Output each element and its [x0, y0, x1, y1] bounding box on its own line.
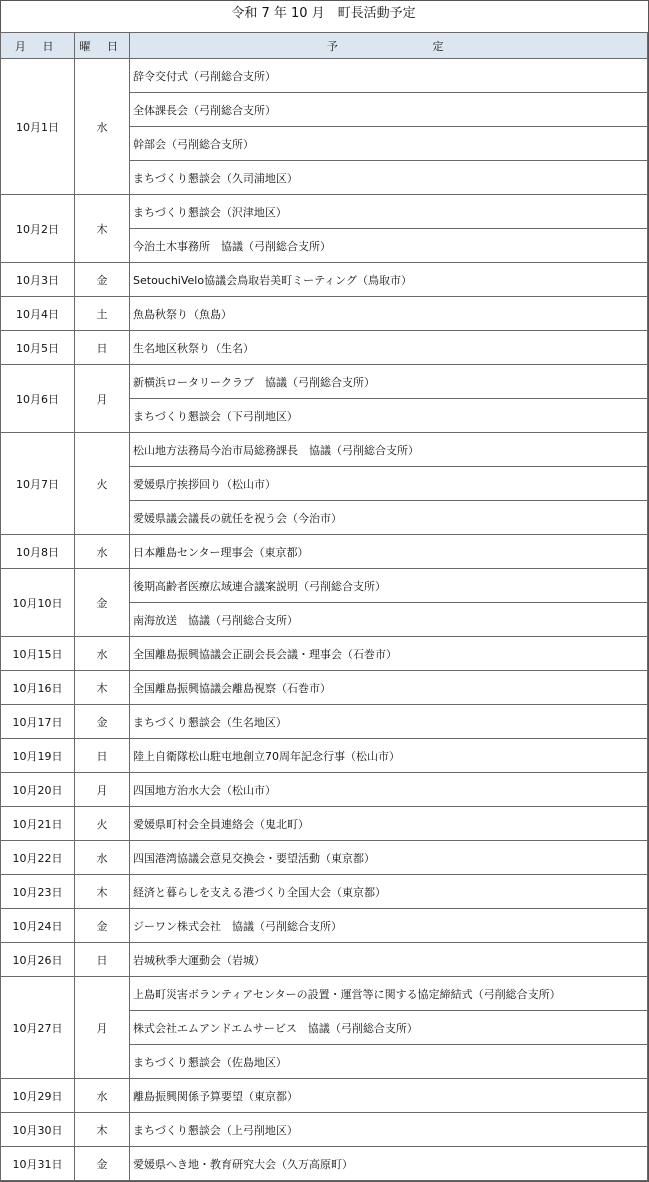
date-cell: 10月10日 — [1, 569, 75, 637]
table-row — [1, 535, 648, 569]
schedule-item: 魚島秋祭り（魚島） — [130, 297, 648, 331]
weekday-cell: 水 — [75, 59, 130, 195]
table-row — [1, 263, 648, 297]
weekday-cell: 日 — [75, 739, 130, 773]
weekday-cell: 木 — [75, 195, 130, 263]
weekday-cell: 日 — [75, 331, 130, 365]
schedule-item: ジーワン株式会社 協議（弓削総合支所） — [130, 909, 648, 943]
table-row — [1, 433, 648, 467]
schedule-item: まちづくり懇談会（下弓削地区） — [130, 399, 648, 433]
weekday-cell: 火 — [75, 433, 130, 535]
weekday-cell: 月 — [75, 977, 130, 1079]
schedule-table — [0, 32, 648, 1181]
schedule-item: 日本離島センター理事会（東京都） — [130, 535, 648, 569]
date-cell: 10月16日 — [1, 671, 75, 705]
date-cell: 10月27日 — [1, 977, 75, 1079]
schedule-item: 松山地方法務局今治市局総務課長 協議（弓削総合支所） — [130, 433, 648, 467]
schedule-item: 愛媛県庁挨拶回り（松山市） — [130, 467, 648, 501]
table-row — [1, 875, 648, 909]
schedule-item: 辞令交付式（弓削総合支所） — [130, 59, 648, 93]
schedule-item: 全国離島振興協議会正副会長会議・理事会（石巻市） — [130, 637, 648, 671]
date-cell: 10月15日 — [1, 637, 75, 671]
weekday-cell: 日 — [75, 943, 130, 977]
schedule-item: まちづくり懇談会（生名地区） — [130, 705, 648, 739]
schedule-item: 四国港湾協議会意見交換会・要望活動（東京都） — [130, 841, 648, 875]
weekday-cell: 水 — [75, 841, 130, 875]
schedule-item: 株式会社エムアンドエムサービス 協議（弓削総合支所） — [130, 1011, 648, 1045]
schedule-item: 全国離島振興協議会離島視察（石巻市） — [130, 671, 648, 705]
table-row — [1, 365, 648, 399]
table-row — [1, 59, 648, 93]
date-cell: 10月5日 — [1, 331, 75, 365]
date-cell: 10月19日 — [1, 739, 75, 773]
table-row — [1, 909, 648, 943]
schedule-item: まちづくり懇談会（上弓削地区） — [130, 1113, 648, 1147]
table-row — [1, 943, 648, 977]
table-row — [1, 807, 648, 841]
table-row — [1, 1113, 648, 1147]
date-cell: 10月4日 — [1, 297, 75, 331]
header-schedule: 予 定 — [130, 33, 648, 59]
schedule-item: 岩城秋季大運動会（岩城） — [130, 943, 648, 977]
header-date: 月 日 — [1, 33, 75, 59]
header-row — [1, 33, 648, 59]
date-cell: 10月24日 — [1, 909, 75, 943]
schedule-item: 南海放送 協議（弓削総合支所） — [130, 603, 648, 637]
schedule-item: 上島町災害ボランティアセンターの設置・運営等に関する協定締結式（弓削総合支所） — [130, 977, 648, 1011]
weekday-cell: 木 — [75, 671, 130, 705]
schedule-item: 新横浜ロータリークラブ 協議（弓削総合支所） — [130, 365, 648, 399]
table-row — [1, 195, 648, 229]
date-cell: 10月26日 — [1, 943, 75, 977]
table-row — [1, 671, 648, 705]
weekday-cell: 金 — [75, 909, 130, 943]
table-row — [1, 739, 648, 773]
date-cell: 10月31日 — [1, 1147, 75, 1181]
weekday-cell: 木 — [75, 875, 130, 909]
schedule-item: 愛媛県へき地・教育研究大会（久万高原町） — [130, 1147, 648, 1181]
schedule-body — [1, 59, 648, 1181]
schedule-item: まちづくり懇談会（佐島地区） — [130, 1045, 648, 1079]
date-cell: 10月2日 — [1, 195, 75, 263]
header-dow: 曜 日 — [75, 33, 130, 59]
schedule-item: 愛媛県町村会全員連絡会（鬼北町） — [130, 807, 648, 841]
schedule-item: 離島振興関係予算要望（東京都） — [130, 1079, 648, 1113]
table-row — [1, 297, 648, 331]
date-cell: 10月29日 — [1, 1079, 75, 1113]
table-row — [1, 1079, 648, 1113]
schedule-item: 全体課長会（弓削総合支所） — [130, 93, 648, 127]
table-row — [1, 977, 648, 1011]
date-cell: 10月20日 — [1, 773, 75, 807]
weekday-cell: 金 — [75, 569, 130, 637]
date-cell: 10月17日 — [1, 705, 75, 739]
date-cell: 10月1日 — [1, 59, 75, 195]
table-row — [1, 841, 648, 875]
weekday-cell: 水 — [75, 637, 130, 671]
date-cell: 10月23日 — [1, 875, 75, 909]
date-cell: 10月22日 — [1, 841, 75, 875]
page-title: 令和 7 年 10 月 町長活動予定 — [231, 6, 416, 21]
table-row — [1, 1147, 648, 1181]
weekday-cell: 水 — [75, 535, 130, 569]
weekday-cell: 月 — [75, 365, 130, 433]
table-row — [1, 569, 648, 603]
schedule-item: まちづくり懇談会（久司浦地区） — [130, 161, 648, 195]
schedule-item: 後期高齢者医療広域連合議案説明（弓削総合支所） — [130, 569, 648, 603]
weekday-cell: 火 — [75, 807, 130, 841]
date-cell: 10月7日 — [1, 433, 75, 535]
date-cell: 10月30日 — [1, 1113, 75, 1147]
weekday-cell: 水 — [75, 1079, 130, 1113]
schedule-item: 愛媛県議会議長の就任を祝う会（今治市） — [130, 501, 648, 535]
table-row — [1, 331, 648, 365]
table-row — [1, 773, 648, 807]
weekday-cell: 月 — [75, 773, 130, 807]
weekday-cell: 金 — [75, 263, 130, 297]
schedule-item: まちづくり懇談会（沢津地区） — [130, 195, 648, 229]
table-row — [1, 637, 648, 671]
weekday-cell: 金 — [75, 1147, 130, 1181]
date-cell: 10月8日 — [1, 535, 75, 569]
schedule-item: 陸上自衛隊松山駐屯地創立70周年記念行事（松山市） — [130, 739, 648, 773]
date-cell: 10月3日 — [1, 263, 75, 297]
weekday-cell: 金 — [75, 705, 130, 739]
date-cell: 10月21日 — [1, 807, 75, 841]
schedule-item: 四国地方治水大会（松山市） — [130, 773, 648, 807]
weekday-cell: 木 — [75, 1113, 130, 1147]
table-row — [1, 705, 648, 739]
schedule-item: 経済と暮らしを支える港づくり全国大会（東京都） — [130, 875, 648, 909]
date-cell: 10月6日 — [1, 365, 75, 433]
weekday-cell: 土 — [75, 297, 130, 331]
schedule-item: SetouchiVelo協議会鳥取岩美町ミーティング（鳥取市） — [130, 263, 648, 297]
schedule-item: 今治土木事務所 協議（弓削総合支所） — [130, 229, 648, 263]
schedule-item: 生名地区秋祭り（生名） — [130, 331, 648, 365]
schedule-item: 幹部会（弓削総合支所） — [130, 127, 648, 161]
